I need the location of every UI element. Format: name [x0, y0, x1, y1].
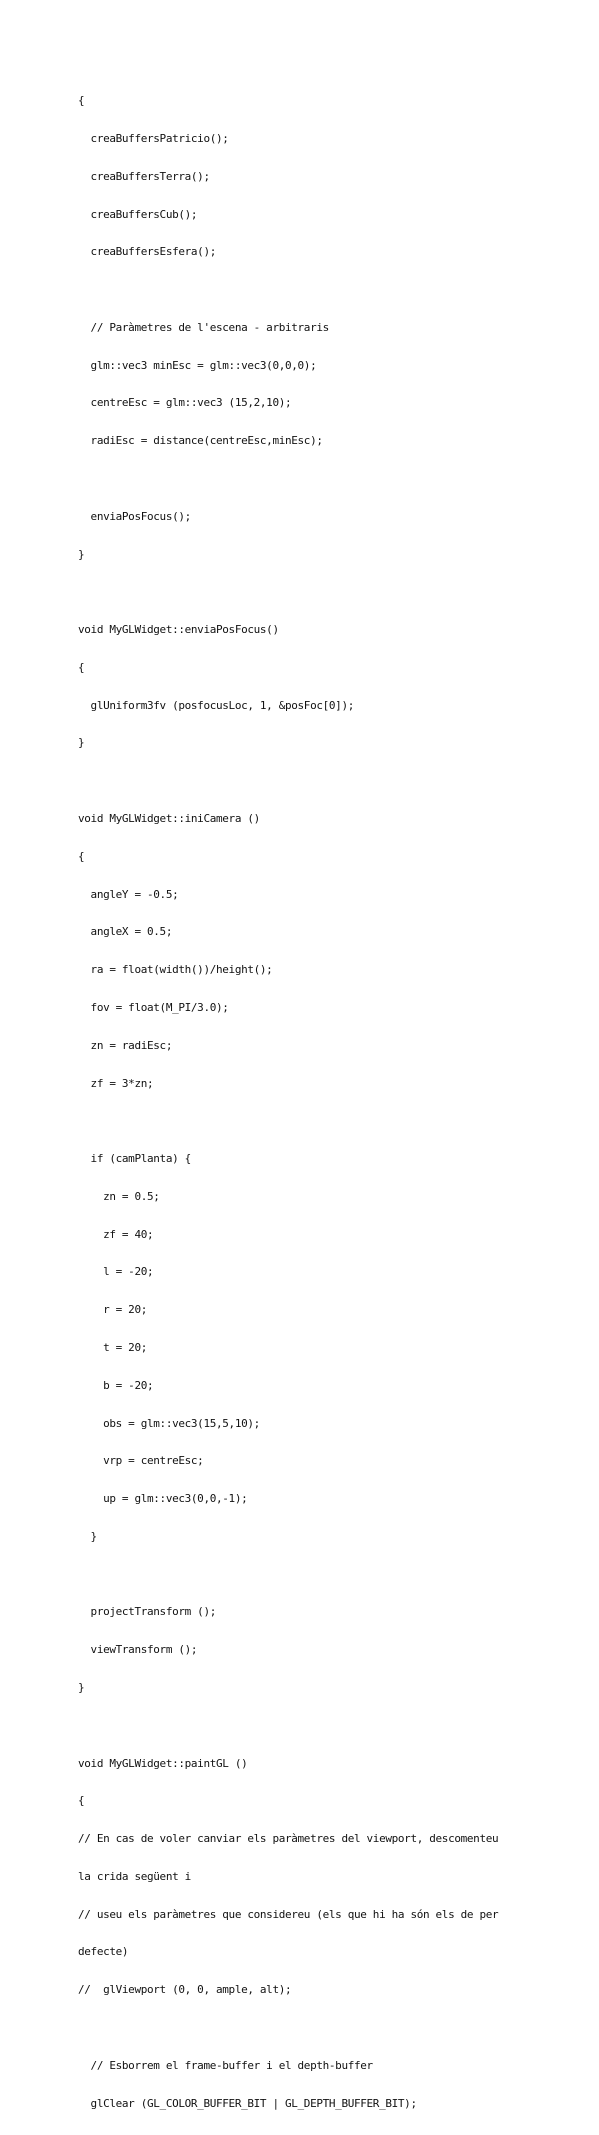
- code-line: {: [78, 849, 85, 863]
- code-line: l = -20;: [78, 1265, 154, 1279]
- code-line: glClear (GL_COLOR_BUFFER_BIT | GL_DEPTH_BUFFER_BIT);: [78, 2096, 417, 2110]
- code-line: [78, 473, 578, 486]
- code-line: zf = 3*zn;: [78, 1076, 154, 1090]
- code-line: creaBuffersEsfera();: [78, 245, 216, 259]
- code-line: [78, 284, 578, 297]
- code-line: ra = float(width())/height();: [78, 963, 273, 977]
- function-signature: void MyGLWidget::iniCamera (): [78, 812, 260, 826]
- code-line: {: [78, 94, 85, 108]
- code-comment: // Paràmetres de l'escena - arbitraris: [78, 320, 329, 334]
- code-line: projectTransform ();: [78, 1605, 216, 1619]
- code-line: angleX = 0.5;: [78, 925, 173, 939]
- code-line: [78, 1115, 578, 1128]
- code-line: b = -20;: [78, 1378, 154, 1392]
- code-line: glm::vec3 minEsc = glm::vec3(0,0,0);: [78, 358, 317, 372]
- code-comment: // Esborrem el frame-buffer i el depth-buffer: [78, 2058, 373, 2072]
- function-signature: void MyGLWidget::paintGL (): [78, 1756, 248, 1770]
- code-line: [78, 1569, 578, 1582]
- code-line: vrp = centreEsc;: [78, 1454, 204, 1468]
- code-line: if (camPlanta) {: [78, 1152, 191, 1166]
- code-line: [78, 2022, 578, 2035]
- code-line: r = 20;: [78, 1303, 147, 1317]
- function-signature: void MyGLWidget::enviaPosFocus(): [78, 623, 279, 637]
- code-line: up = glm::vec3(0,0,-1);: [78, 1492, 248, 1506]
- code-line: enviaPosFocus();: [78, 509, 191, 523]
- code-comment-continuation: defecte): [78, 1945, 129, 1959]
- code-line: zn = 0.5;: [78, 1189, 160, 1203]
- code-line: {: [78, 1794, 85, 1808]
- code-line: [78, 1720, 578, 1733]
- code-line: }: [78, 547, 85, 561]
- code-line: creaBuffersPatricio();: [78, 131, 229, 145]
- code-line: }: [78, 736, 85, 750]
- code-line: centreEsc = glm::vec3 (15,2,10);: [78, 396, 292, 410]
- code-line: }: [78, 1529, 97, 1543]
- code-line: creaBuffersTerra();: [78, 169, 210, 183]
- code-listing: [78, 70, 578, 2135]
- code-line: {: [78, 660, 85, 674]
- code-line: [78, 775, 578, 788]
- code-line: creaBuffersCub();: [78, 207, 198, 221]
- code-comment-continuation: la crida següent i: [78, 1869, 191, 1883]
- code-line: }: [78, 1681, 85, 1694]
- code-comment: // useu els paràmetres que considereu (els que hi ha són els de per: [78, 1907, 499, 1921]
- code-line: angleY = -0.5;: [78, 887, 179, 901]
- code-line: radiEsc = distance(centreEsc,minEsc);: [78, 434, 323, 448]
- code-comment: // glViewport (0, 0, ample, alt);: [78, 1983, 292, 1997]
- code-line: fov = float(M_PI/3.0);: [78, 1000, 229, 1014]
- code-line: zf = 40;: [78, 1227, 154, 1241]
- code-line: obs = glm::vec3(15,5,10);: [78, 1416, 260, 1430]
- code-line: glUniform3fv (posfocusLoc, 1, &posFoc[0]);: [78, 698, 354, 712]
- code-line: [78, 586, 578, 599]
- code-comment: // En cas de voler canviar els paràmetres del viewport, descomenteu: [78, 1832, 499, 1846]
- code-line: viewTransform ();: [78, 1643, 198, 1657]
- code-line: zn = radiEsc;: [78, 1038, 173, 1052]
- code-line: t = 20;: [78, 1340, 147, 1354]
